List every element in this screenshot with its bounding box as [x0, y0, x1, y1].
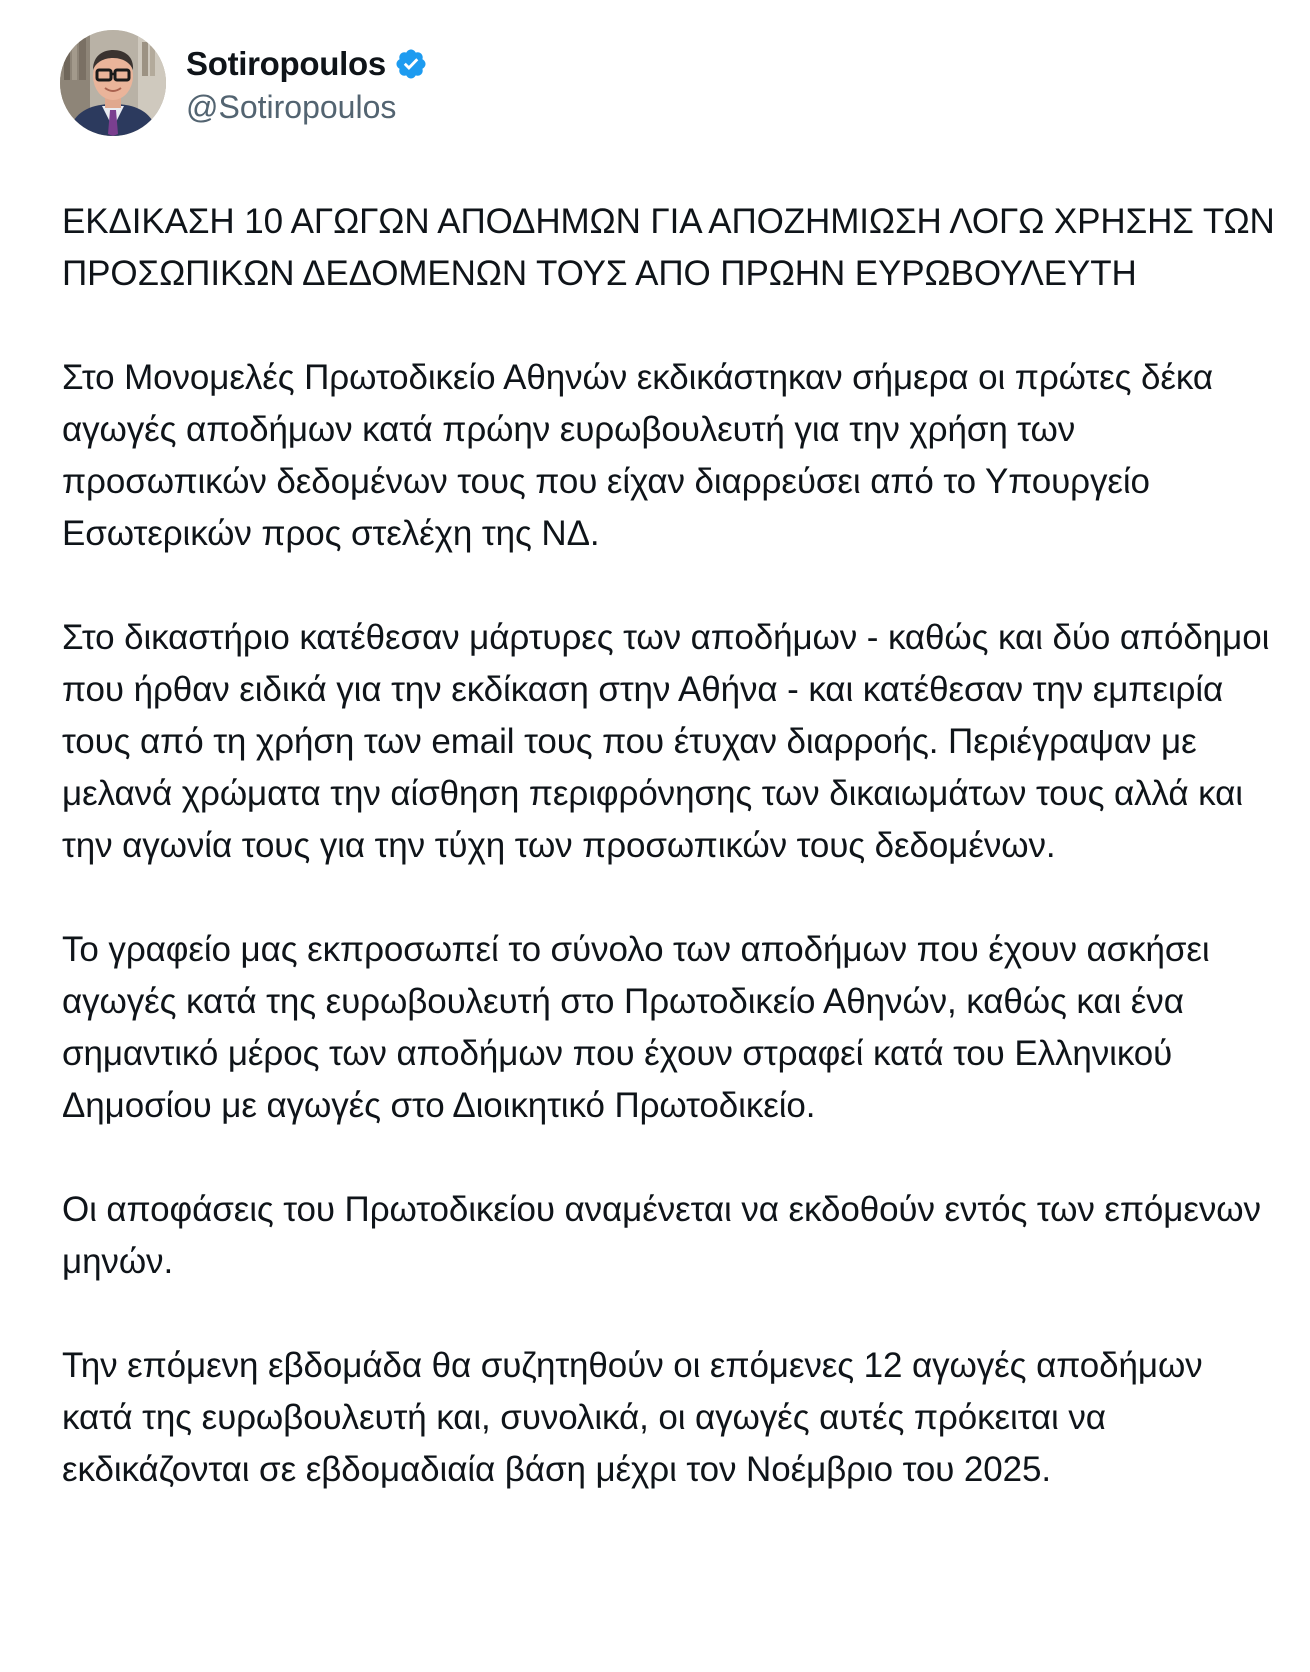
tweet-paragraph: Το γραφείο μας εκπροσωπεί το σύνολο των αποδήμων που έχουν ασκήσει αγωγές κατά της ευρωβουλευτή στο Πρωτοδικείο Αθηνών, καθώς και ένα σημαντικό μέρος των αποδήμων που έχουν στραφεί κατά του Ελληνικού Δημοσίου με αγωγές στο Διοικητικό Πρωτοδικείο.: [62, 930, 1210, 1125]
tweet-paragraph: Στο Μονομελές Πρωτοδικείο Αθηνών εκδικάστηκαν σήμερα οι πρώτες δέκα αγωγές αποδήμων κατά πρώην ευρωβουλευτή για την χρήση των προσωπικών δεδομένων τους που είχαν διαρρεύσει από το Υπουργείο Εσωτερικών προς στελέχη της ΝΔ.: [62, 358, 1214, 553]
handle[interactable]: @Sotiropoulos: [186, 88, 397, 125]
tweet-text: [62, 196, 1277, 1496]
tweet-paragraph-headline: ΕΚΔΙΚΑΣΗ 10 ΑΓΩΓΩΝ ΑΠΟΔΗΜΩΝ ΓΙΑ ΑΠΟΖΗΜΙΩΣΗ ΛΟΓΩ ΧΡΗΣΗΣ ΤΩΝ ΠΡΟΣΩΠΙΚΩΝ ΔΕΔΟΜΕΝΩΝ ΤΟΥΣ ΑΠΟ ΠΡΩΗΝ ΕΥΡΩΒΟΥΛΕΥΤΗ: [62, 202, 1275, 293]
verified-badge-icon: [394, 47, 428, 81]
avatar[interactable]: [60, 30, 166, 136]
display-name-row: [186, 41, 428, 87]
profile-photo: [60, 30, 166, 136]
tweet-paragraph: Την επόμενη εβδομάδα θα συζητηθούν οι επόμενες 12 αγωγές αποδήμων κατά της ευρωβουλευτή και, συνολικά, οι αγωγές αυτές πρόκειται να εκδικάζονται σε εβδομαδιαία βάση μέχρι τον Νοέμβριο του 2025.: [62, 1346, 1203, 1489]
tweet-paragraph: Οι αποφάσεις του Πρωτοδικείου αναμένεται να εκδοθούν εντός των επόμενων μηνών.: [62, 1190, 1261, 1281]
display-name[interactable]: Sotiropoulos: [186, 44, 386, 82]
tweet-paragraph: Στο δικαστήριο κατέθεσαν μάρτυρες των αποδήμων - καθώς και δύο απόδημοι που ήρθαν ειδικά για την εκδίκαση στην Αθήνα - και κατέθεσαν την εμπειρία τους από τη χρήση των email τους που έτυχαν διαρροής. Περιέγραψαν με μελανά χρώματα την αίσθηση περιφρόνησης των δικαιωμάτων τους αλλά και την αγωνία τους για την τύχη των προσωπικών τους δεδομένων.: [62, 618, 1270, 865]
tweet-header: [60, 30, 428, 136]
author-names: [186, 41, 428, 126]
